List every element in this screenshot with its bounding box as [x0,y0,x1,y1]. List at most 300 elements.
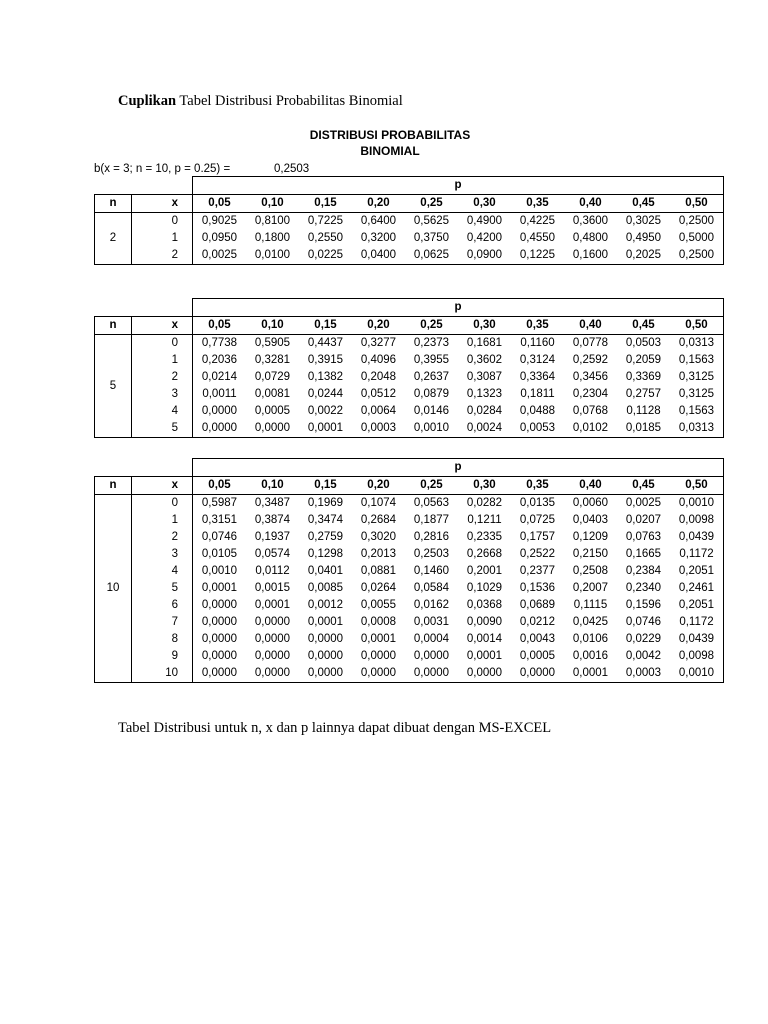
probability-cell: 0,0000 [254,633,291,645]
p-header-cell: 0,30 [458,317,511,335]
probability-cell: 0,3487 [254,497,291,509]
table-row [95,563,724,580]
probability-cell: 0,0185 [617,420,670,438]
probability-cell: 0,0000 [307,633,344,645]
probability-cell: 0,0763 [625,531,662,543]
probability-cell: 0,0042 [625,650,662,662]
probability-cell: 0,3020 [360,531,397,543]
probability-cell: 0,0003 [617,665,670,683]
probability-cell: 0,2048 [360,371,397,383]
x-value: 5 [132,420,193,438]
probability-cell: 0,0729 [254,371,291,383]
probability-cell: 0,1563 [670,403,724,420]
table-row [95,386,724,403]
probability-cell: 0,0264 [360,582,397,594]
probability-cell: 0,2013 [360,548,397,560]
probability-cell: 0,1209 [572,531,609,543]
footer-note: Tabel Distribusi untuk n, x dan p lainnya dapat dibuat dengan MS-EXCEL [118,720,552,736]
x-value: 2 [132,247,193,265]
probability-cell: 0,0053 [511,420,564,438]
probability-cell: 0,2684 [360,514,397,526]
probability-cell: 0,0439 [670,529,724,546]
p-header-cell: 0,50 [670,317,724,335]
probability-cell: 0,7225 [307,215,344,227]
probability-cell: 0,0162 [413,599,450,611]
p-header-cell: 0,25 [405,477,458,495]
n-value: 5 [95,335,132,438]
probability-cell: 0,1757 [519,531,556,543]
probability-cell: 0,1600 [564,247,617,265]
probability-cell: 0,7738 [193,335,247,353]
probability-cell: 0,2377 [519,565,556,577]
probability-cell: 0,0000 [193,614,247,631]
probability-cell: 0,5000 [670,230,724,247]
probability-cell: 0,4800 [572,232,609,244]
probability-cell: 0,2816 [413,531,450,543]
document-caption [118,93,403,110]
probability-cell: 0,0090 [466,616,503,628]
probability-cell: 0,3151 [193,512,247,529]
probability-cell: 0,0212 [519,616,556,628]
n-header: n [95,317,132,335]
probability-cell: 0,1298 [307,548,344,560]
p-header-cell: 0,25 [405,317,458,335]
header-row [95,317,724,335]
probability-cell: 0,0000 [193,631,247,648]
probability-cell: 0,1681 [466,337,503,349]
probability-cell: 0,0313 [670,420,724,438]
table-row [95,403,724,420]
binomial-table-n10 [94,458,724,683]
x-value: 10 [132,665,193,683]
probability-cell: 0,0031 [413,616,450,628]
probability-cell: 0,1969 [307,497,344,509]
table-row [95,648,724,665]
probability-cell: 0,0025 [193,247,247,265]
p-title: p [193,299,724,317]
probability-cell: 0,4096 [360,354,397,366]
p-header-cell: 0,05 [193,317,247,335]
probability-cell: 0,0879 [413,388,450,400]
table-row [95,495,724,513]
x-value: 9 [132,648,193,665]
p-header-cell: 0,45 [617,317,670,335]
probability-cell: 0,8100 [254,215,291,227]
p-header-cell: 0,40 [564,477,617,495]
probability-cell: 0,0214 [193,369,247,386]
x-value: 6 [132,597,193,614]
blank-cell [95,177,132,195]
probability-cell: 0,0000 [193,665,247,683]
probability-cell: 0,0005 [254,405,291,417]
probability-cell: 0,0001 [466,650,503,662]
probability-cell: 0,0000 [254,650,291,662]
probability-cell: 0,3369 [625,371,662,383]
probability-cell: 0,0000 [511,665,564,683]
probability-cell: 0,2668 [466,548,503,560]
probability-cell: 0,1563 [670,352,724,369]
probability-cell: 0,1160 [520,337,555,349]
n-header: n [95,195,132,213]
probability-cell: 0,0244 [307,388,344,400]
p-header-cell: 0,10 [246,195,299,213]
probability-cell: 0,0085 [307,582,344,594]
probability-cell: 0,0003 [352,420,405,438]
probability-cell: 0,3600 [572,215,609,227]
binomial-table-n5 [94,298,724,438]
caption-text: Tabel Distribusi Probabilitas Binomial [176,93,403,109]
table-row [95,230,724,247]
probability-cell: 0,3125 [670,369,724,386]
x-value: 3 [132,386,193,403]
probability-cell: 0,0012 [307,599,344,611]
table-heading-line2: BINOMIAL [360,144,420,158]
probability-cell: 0,2522 [519,548,556,560]
probability-cell: 0,1460 [413,565,450,577]
probability-cell: 0,3124 [519,354,556,366]
x-value: 0 [132,335,193,353]
probability-cell: 0,2001 [466,565,503,577]
n-value: 2 [95,213,132,265]
probability-cell: 0,3087 [466,371,503,383]
x-value: 4 [132,403,193,420]
p-header-cell: 0,15 [299,317,352,335]
probability-cell: 0,0001 [193,580,247,597]
table-heading-line1: DISTRIBUSI PROBABILITAS [309,128,471,142]
probability-cell: 0,2036 [193,352,247,369]
probability-cell: 0,1323 [466,388,503,400]
probability-cell: 0,0000 [413,650,450,662]
probability-cell: 0,0098 [670,648,724,665]
probability-cell: 0,0022 [307,405,344,417]
p-header-cell: 0,45 [617,477,670,495]
probability-cell: 0,2051 [670,597,724,614]
probability-cell: 0,0102 [564,420,617,438]
probability-cell: 0,0625 [405,247,458,265]
table-row [95,580,724,597]
probability-cell: 0,0950 [193,230,247,247]
probability-cell: 0,1877 [413,514,450,526]
probability-cell: 0,0014 [466,633,503,645]
probability-cell: 0,0100 [246,247,299,265]
probability-cell: 0,1128 [626,405,661,417]
probability-cell: 0,2373 [413,337,450,349]
table-row [95,597,724,614]
binomial-table-n2 [94,176,724,265]
probability-cell: 0,0000 [193,648,247,665]
probability-cell: 0,4225 [519,215,556,227]
probability-cell: 0,3364 [519,371,556,383]
x-value: 3 [132,546,193,563]
probability-cell: 0,2757 [625,388,662,400]
probability-cell: 0,0284 [466,405,503,417]
probability-cell: 0,2550 [307,232,344,244]
probability-cell: 0,3915 [307,354,344,366]
p-header-cell: 0,40 [564,195,617,213]
probability-cell: 0,0098 [670,512,724,529]
probability-cell: 0,0011 [193,386,247,403]
p-title: p [193,459,724,477]
x-value: 1 [132,512,193,529]
probability-cell: 0,2025 [617,247,670,265]
x-value: 4 [132,563,193,580]
probability-cell: 0,0000 [193,597,247,614]
probability-cell: 0,0503 [625,337,662,349]
p-header-cell: 0,20 [352,477,405,495]
probability-cell: 0,3125 [670,386,724,403]
p-title-row [95,459,724,477]
probability-cell: 0,0060 [572,497,609,509]
p-header-cell: 0,35 [511,477,564,495]
p-header-cell: 0,35 [511,195,564,213]
example-value: 0,2503 [274,163,310,175]
p-title-row [95,177,724,195]
probability-cell: 0,0025 [625,497,662,509]
probability-cell: 0,0001 [360,633,397,645]
p-header-cell: 0,45 [617,195,670,213]
probability-cell: 0,0000 [193,420,247,438]
probability-cell: 0,0746 [625,616,662,628]
probability-cell: 0,4900 [466,215,503,227]
probability-cell: 0,0225 [299,247,352,265]
probability-cell: 0,1536 [519,582,556,594]
probability-cell: 0,0746 [193,529,247,546]
probability-cell: 0,0016 [572,650,609,662]
p-header-cell: 0,20 [352,317,405,335]
probability-cell: 0,0563 [413,497,450,509]
probability-cell: 0,0000 [299,665,352,683]
blank-cell [132,299,193,317]
probability-cell: 0,0010 [193,563,247,580]
probability-cell: 0,0001 [564,665,617,683]
x-header: x [132,477,193,495]
probability-cell: 0,0055 [360,599,397,611]
table-row [95,529,724,546]
probability-cell: 0,1074 [360,497,397,509]
p-header-cell: 0,10 [246,317,299,335]
probability-cell: 0,0207 [625,514,662,526]
probability-cell: 0,2759 [307,531,344,543]
p-header-cell: 0,30 [458,477,511,495]
probability-cell: 0,2500 [670,213,724,231]
probability-cell: 0,0000 [193,403,247,420]
p-header-cell: 0,20 [352,195,405,213]
p-header-cell: 0,50 [670,195,724,213]
table-row [95,213,724,231]
probability-cell: 0,0900 [458,247,511,265]
probability-cell: 0,0106 [572,633,609,645]
p-header-cell: 0,50 [670,477,724,495]
probability-cell: 0,0512 [360,388,397,400]
probability-cell: 0,0024 [458,420,511,438]
probability-cell: 0,2335 [466,531,503,543]
probability-cell: 0,0768 [572,405,609,417]
blank-cell [95,299,132,317]
probability-cell: 0,0400 [352,247,405,265]
probability-cell: 0,0000 [458,665,511,683]
probability-cell: 0,2637 [413,371,450,383]
x-value: 2 [132,529,193,546]
probability-cell: 0,3277 [360,337,397,349]
probability-cell: 0,3025 [625,215,662,227]
probability-cell: 0,1665 [625,548,662,560]
probability-cell: 0,0001 [299,420,352,438]
probability-cell: 0,0439 [670,631,724,648]
probability-cell: 0,3955 [413,354,450,366]
probability-cell: 0,3474 [307,514,344,526]
probability-cell: 0,1115 [573,599,608,611]
probability-cell: 0,0135 [519,497,556,509]
probability-cell: 0,2461 [670,580,724,597]
probability-cell: 0,0368 [466,599,503,611]
blank-cell [132,459,193,477]
probability-cell: 0,0313 [670,335,724,353]
probability-cell: 0,0689 [519,599,556,611]
table-row [95,420,724,438]
table-row [95,631,724,648]
blank-cell [95,459,132,477]
probability-cell: 0,0574 [254,548,291,560]
probability-cell: 0,3874 [254,514,291,526]
probability-cell: 0,0081 [254,388,291,400]
probability-cell: 0,1937 [254,531,291,543]
probability-cell: 0,0008 [360,616,397,628]
probability-cell: 0,1172 [670,614,724,631]
probability-cell: 0,0112 [255,565,290,577]
probability-cell: 0,1811 [520,388,555,400]
probability-cell: 0,3750 [413,232,450,244]
x-header: x [132,317,193,335]
p-title: p [193,177,724,195]
probability-cell: 0,0105 [193,546,247,563]
p-header-cell: 0,40 [564,317,617,335]
p-header-cell: 0,10 [246,477,299,495]
probability-cell: 0,0004 [413,633,450,645]
probability-cell: 0,0000 [246,420,299,438]
probability-cell: 0,1211 [467,514,502,526]
example-formula: b(x = 3; n = 10, p = 0.25) = [94,163,231,175]
table-row [95,512,724,529]
probability-cell: 0,1225 [511,247,564,265]
probability-cell: 0,2508 [572,565,609,577]
header-row [95,477,724,495]
p-header-cell: 0,30 [458,195,511,213]
probability-cell: 0,0425 [572,616,609,628]
table-row [95,546,724,563]
x-value: 0 [132,495,193,513]
probability-cell: 0,1800 [254,232,291,244]
table-row [95,614,724,631]
probability-cell: 0,4437 [307,337,344,349]
table-row [95,665,724,683]
table-row [95,369,724,386]
blank-cell [132,177,193,195]
probability-cell: 0,0001 [307,616,344,628]
x-value: 8 [132,631,193,648]
probability-cell: 0,0001 [254,599,291,611]
probability-cell: 0,2503 [413,548,450,560]
probability-cell: 0,0403 [572,514,609,526]
probability-cell: 0,3200 [360,232,397,244]
probability-cell: 0,5625 [413,215,450,227]
probability-cell: 0,0000 [405,665,458,683]
probability-cell: 0,4200 [466,232,503,244]
probability-cell: 0,3456 [572,371,609,383]
x-value: 5 [132,580,193,597]
probability-cell: 0,0881 [360,565,397,577]
probability-cell: 0,0488 [519,405,556,417]
p-header-cell: 0,05 [193,477,247,495]
x-value: 0 [132,213,193,231]
p-header-cell: 0,25 [405,195,458,213]
probability-cell: 0,2592 [572,354,609,366]
table-row [95,247,724,265]
n-header: n [95,477,132,495]
probability-cell: 0,0043 [519,633,556,645]
p-header-cell: 0,15 [299,195,352,213]
probability-cell: 0,1596 [625,599,662,611]
table-row [95,352,724,369]
probability-cell: 0,2340 [625,582,662,594]
header-row [95,195,724,213]
probability-cell: 0,0229 [625,633,662,645]
probability-cell: 0,2150 [572,548,609,560]
probability-cell: 0,0778 [572,337,609,349]
probability-cell: 0,4550 [519,232,556,244]
probability-cell: 0,5987 [193,495,247,513]
probability-cell: 0,2500 [670,247,724,265]
probability-cell: 0,4950 [625,232,662,244]
table-row [95,335,724,353]
x-header: x [132,195,193,213]
probability-cell: 0,1029 [466,582,503,594]
probability-cell: 0,0010 [405,420,458,438]
x-value: 1 [132,230,193,247]
probability-cell: 0,0000 [360,650,397,662]
probability-cell: 0,0282 [466,497,503,509]
x-value: 2 [132,369,193,386]
p-title-row [95,299,724,317]
probability-cell: 0,2051 [670,563,724,580]
probability-cell: 0,2007 [572,582,609,594]
p-header-cell: 0,15 [299,477,352,495]
probability-cell: 0,0064 [360,405,397,417]
probability-cell: 0,9025 [193,213,247,231]
caption-bold: Cuplikan [118,93,177,109]
probability-cell: 0,0010 [670,495,724,513]
probability-cell: 0,2384 [625,565,662,577]
probability-cell: 0,5905 [254,337,291,349]
probability-cell: 0,3602 [466,354,503,366]
probability-cell: 0,0146 [413,405,450,417]
probability-cell: 0,3281 [254,354,291,366]
n-value: 10 [95,495,132,683]
probability-cell: 0,2304 [572,388,609,400]
probability-cell: 0,0000 [352,665,405,683]
probability-cell: 0,0000 [254,616,291,628]
p-header-cell: 0,05 [193,195,247,213]
x-value: 1 [132,352,193,369]
probability-cell: 0,0000 [307,650,344,662]
probability-cell: 0,6400 [360,215,397,227]
probability-cell: 0,0005 [519,650,556,662]
probability-cell: 0,0000 [246,665,299,683]
probability-cell: 0,1172 [670,546,724,563]
probability-cell: 0,1382 [307,371,344,383]
probability-cell: 0,0010 [670,665,724,683]
x-value: 7 [132,614,193,631]
p-header-cell: 0,35 [511,317,564,335]
